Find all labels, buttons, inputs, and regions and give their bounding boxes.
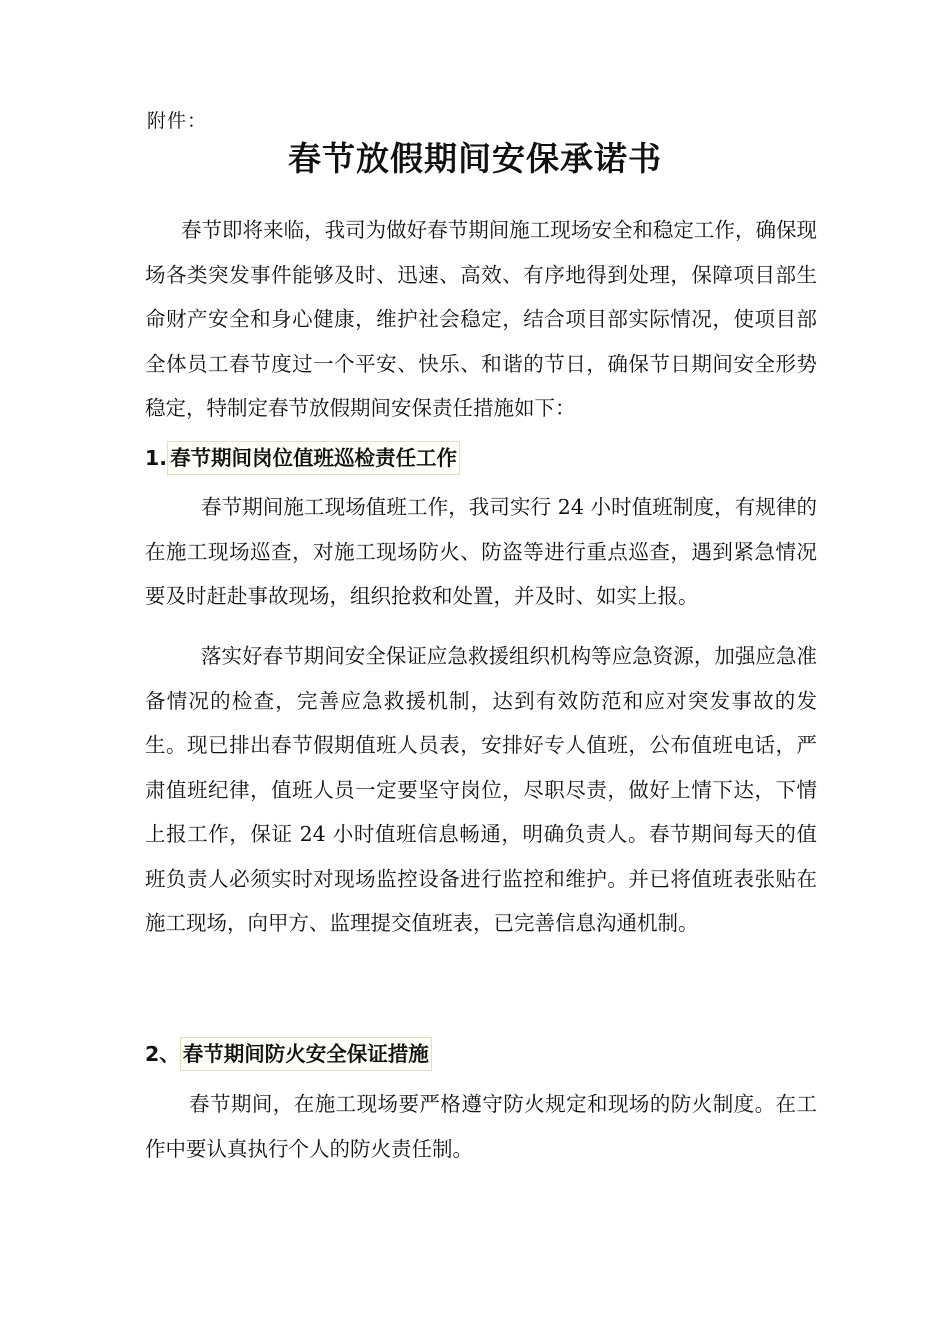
section-1-number: 1. [145, 446, 168, 470]
section-2-heading [145, 1037, 432, 1071]
section-1-paragraph-2: 落实好春节期间安全保证应急救援组织机构等应急资源，加强应急准备情况的检查，完善应急救援机制，达到有效防范和应对突发事故的发生。现已排出春节假期值班人员表，安排好专人值班，公布值班电话，严肃值班纪律，值班人员一定要坚守岗位，尽职尽责，做好上情下达，下情上报工作，保证 24 小时值班信息畅通，明确负责人。春节期间每天的值班负责人必须实时对现场监控设备进行监控和维护。并已将值班表张贴在施工现场，向甲方、监理提交值班表，已完善信息沟通机制。 [145, 644, 817, 935]
section-1-title: 春节期间岗位值班巡检责任工作 [167, 441, 460, 475]
document-title: 春节放假期间安保承诺书 [288, 139, 662, 178]
intro-paragraph: 春节即将来临，我司为做好春节期间施工现场安全和稳定工作，确保现场各类突发事件能够及时、迅速、高效、有序地得到处理，保障项目部生命财产安全和身心健康，维护社会稳定，结合项目部实际情况，使项目部全体员工春节度过一个平安、快乐、和谐的节日，确保节日期间安全形势稳定，特制定春节放假期间安保责任措施如下： [145, 218, 817, 420]
section-1-paragraph-1: 春节期间施工现场值班工作，我司实行 24 小时值班制度，有规律的在施工现场巡查，对施工现场防火、防盗等进行重点巡查，遇到紧急情况要及时赶赴事故现场，组织抢救和处置，并及时、如实上报。 [145, 495, 817, 608]
section-2-paragraph-1: 春节期间，在施工现场要严格遵守防火规定和现场的防火制度。在工作中要认真执行个人的防火责任制。 [145, 1092, 817, 1161]
section-1-heading [145, 441, 460, 475]
section-2-title: 春节期间防火安全保证措施 [180, 1037, 432, 1071]
section-2-number: 2、 [145, 1042, 180, 1066]
attachment-label: 附件： [147, 110, 208, 132]
